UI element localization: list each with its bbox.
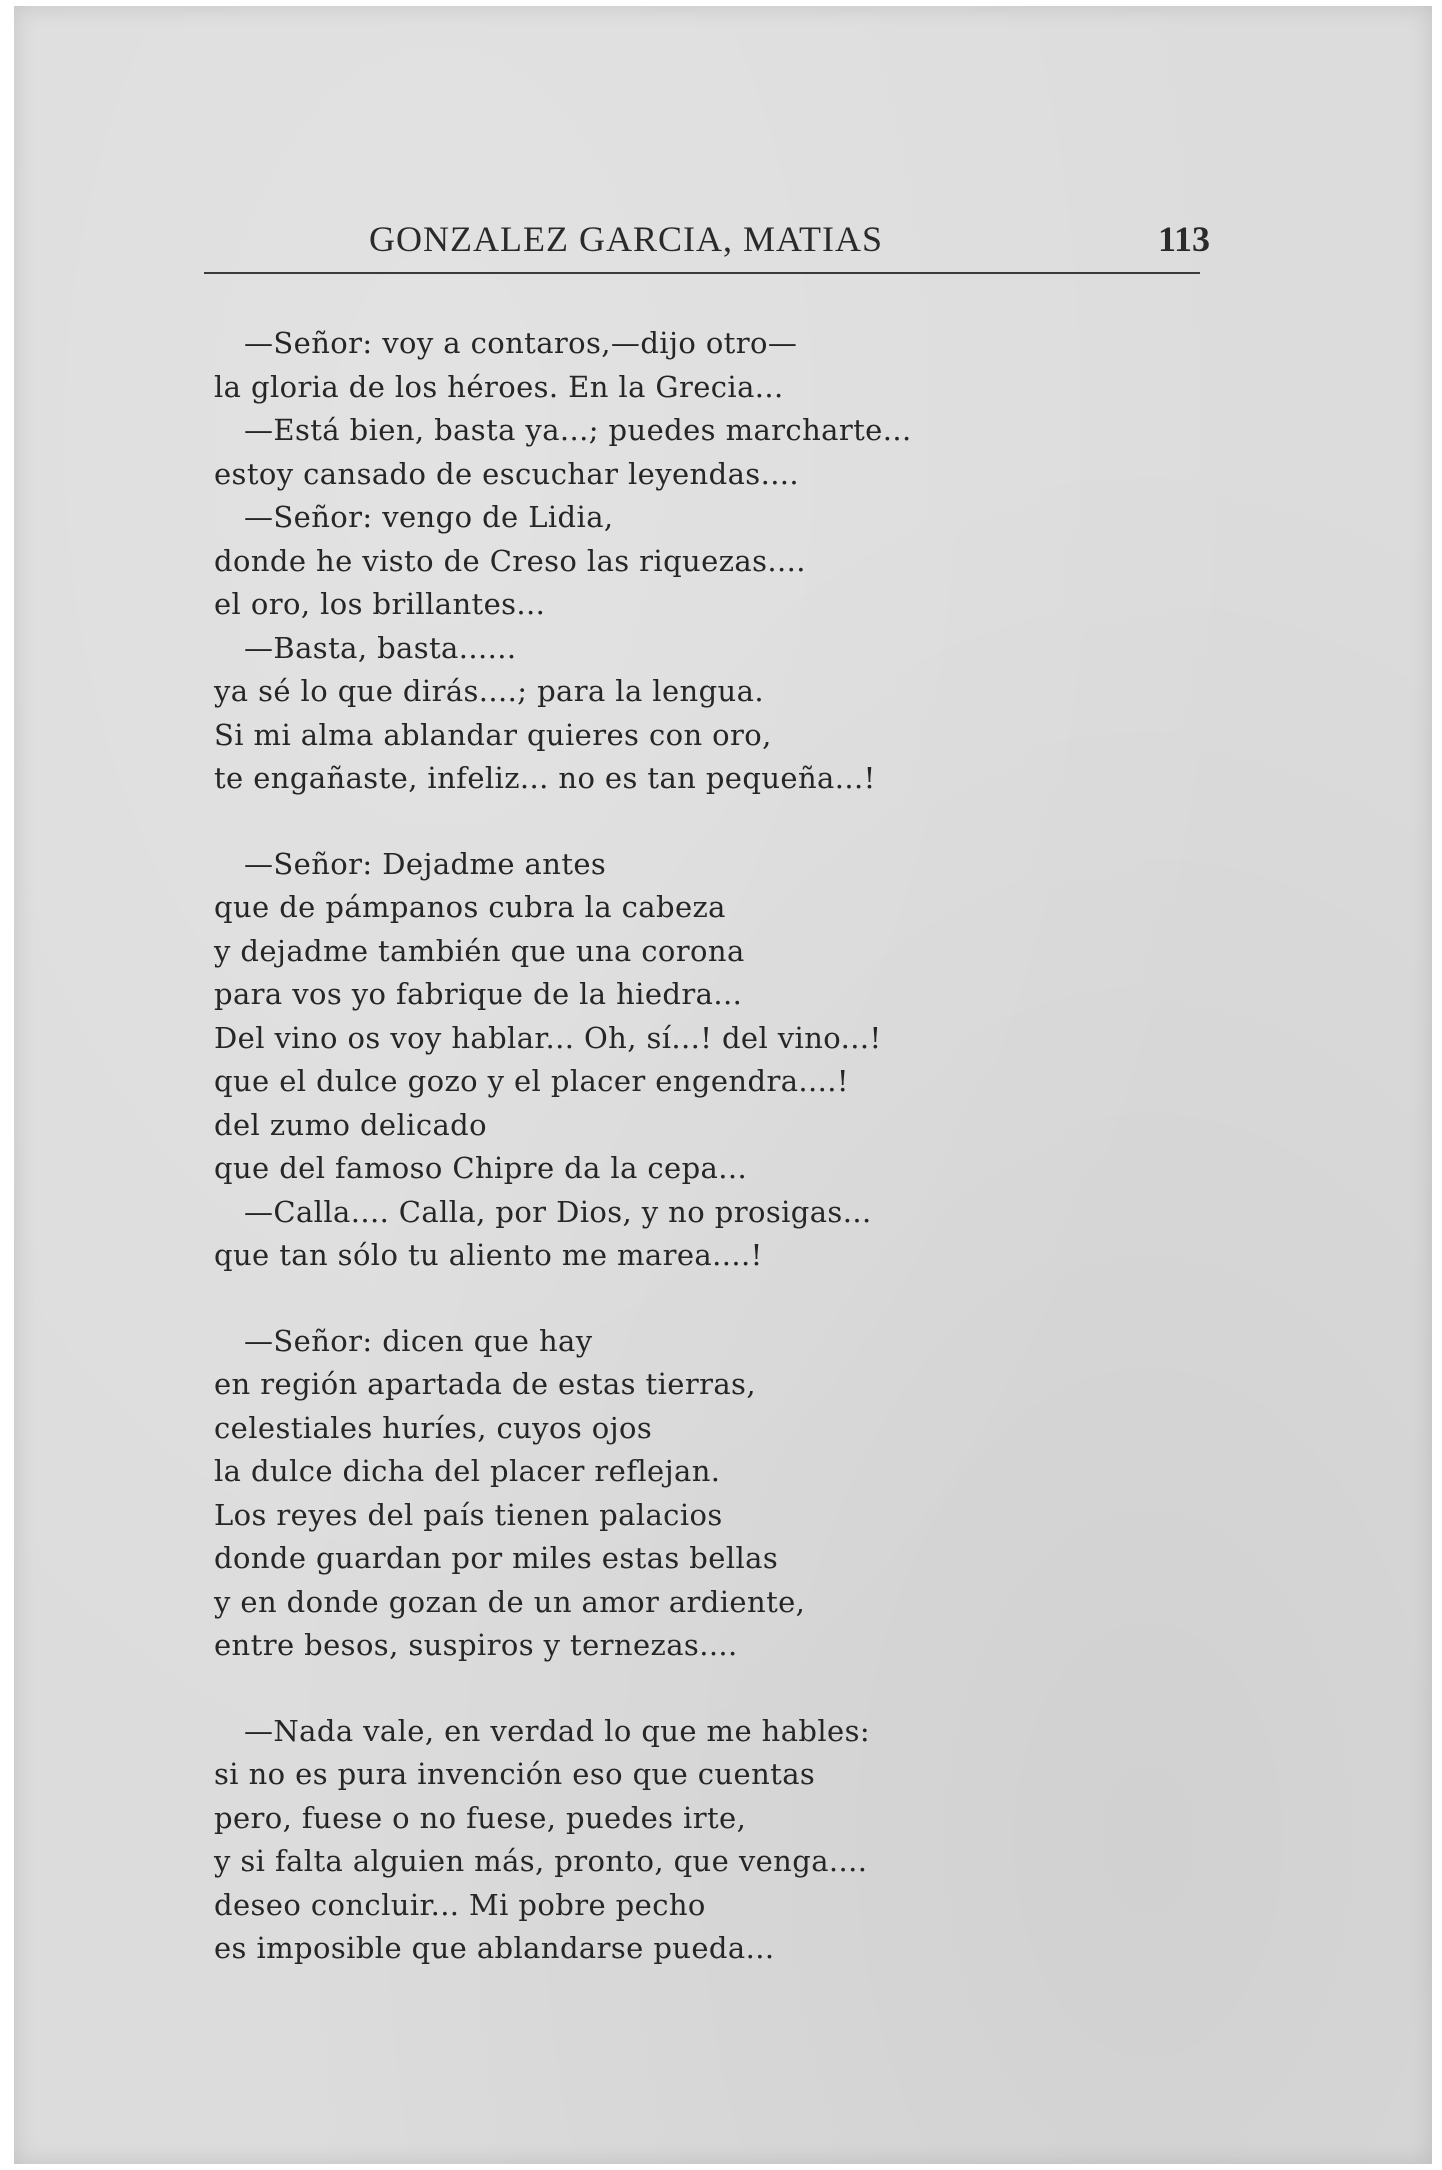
page-number: 113 <box>1157 219 1210 259</box>
book-page <box>14 6 1432 2164</box>
verse-line: ya sé lo que dirás....; para la lengua. <box>214 674 764 708</box>
verse-line: celestiales huríes, cuyos ojos <box>214 1410 653 1445</box>
verse-line: donde guardan por miles estas bellas <box>214 1541 779 1575</box>
verse-line: pero, fuese o no fuese, puedes irte, <box>214 1800 747 1835</box>
verse-line: estoy cansado de escuchar leyendas.... <box>214 456 800 491</box>
verse-line: entre besos, suspiros y ternezas.... <box>214 1628 738 1662</box>
verse-line: Los reyes del país tienen palacios <box>214 1497 723 1532</box>
verse-line: Del vino os voy hablar... Oh, sí...! del vino...! <box>214 1020 882 1055</box>
poem-body <box>214 322 1254 2013</box>
verse-line: —Señor: voy a contaros,—dijo otro— <box>244 326 798 360</box>
verse-line: del zumo delicado <box>214 1107 487 1142</box>
verse-line: —Señor: Dejadme antes <box>244 846 607 881</box>
running-head-title: GONZALEZ GARCIA, MATIAS <box>369 219 883 259</box>
verse-line: —Señor: vengo de Lidia, <box>244 500 614 534</box>
verse-line: que del famoso Chipre da la cepa... <box>214 1151 748 1185</box>
verse-line: donde he visto de Creso las riquezas.... <box>214 543 806 578</box>
verse-line: deseo concluir... Mi pobre pecho <box>214 1887 706 1922</box>
verse-line: la gloria de los héroes. En la Grecia... <box>214 369 784 404</box>
stanza <box>214 843 1254 1278</box>
verse-line: y en donde gozan de un amor ardiente, <box>214 1584 806 1619</box>
running-head <box>214 218 1210 278</box>
stanza <box>214 1710 1254 1971</box>
stanza <box>214 322 1254 801</box>
verse-line: Si mi alma ablandar quieres con oro, <box>214 717 772 752</box>
verse-line: si no es pura invención eso que cuentas <box>214 1757 816 1791</box>
verse-line: que tan sólo tu aliento me marea....! <box>214 1238 763 1272</box>
verse-line: el oro, los brillantes... <box>214 587 546 621</box>
verse-line: y si falta alguien más, pronto, que venga.... <box>214 1844 868 1878</box>
verse-line: para vos yo fabrique de la hiedra... <box>214 977 743 1011</box>
verse-line: —Basta, basta...... <box>244 630 517 665</box>
verse-line: —Nada vale, en verdad lo que me hables: <box>244 1713 871 1748</box>
verse-line: la dulce dicha del placer reflejan. <box>214 1454 721 1488</box>
stanza <box>214 1320 1254 1668</box>
header-rule <box>204 272 1200 274</box>
verse-line: es imposible que ablandarse pueda... <box>214 1931 775 1965</box>
verse-line: que el dulce gozo y el placer engendra....! <box>214 1064 849 1098</box>
verse-line: en región apartada de estas tierras, <box>214 1367 756 1401</box>
verse-line: —Calla.... Calla, por Dios, y no prosigas... <box>244 1194 872 1229</box>
verse-line: que de pámpanos cubra la cabeza <box>214 890 726 924</box>
verse-line: y dejadme también que una corona <box>214 933 745 968</box>
verse-line: —Señor: dicen que hay <box>244 1323 593 1358</box>
verse-line: —Está bien, basta ya...; puedes marcharte... <box>244 413 912 447</box>
verse-line: te engañaste, infeliz... no es tan pequeña...! <box>214 761 876 795</box>
